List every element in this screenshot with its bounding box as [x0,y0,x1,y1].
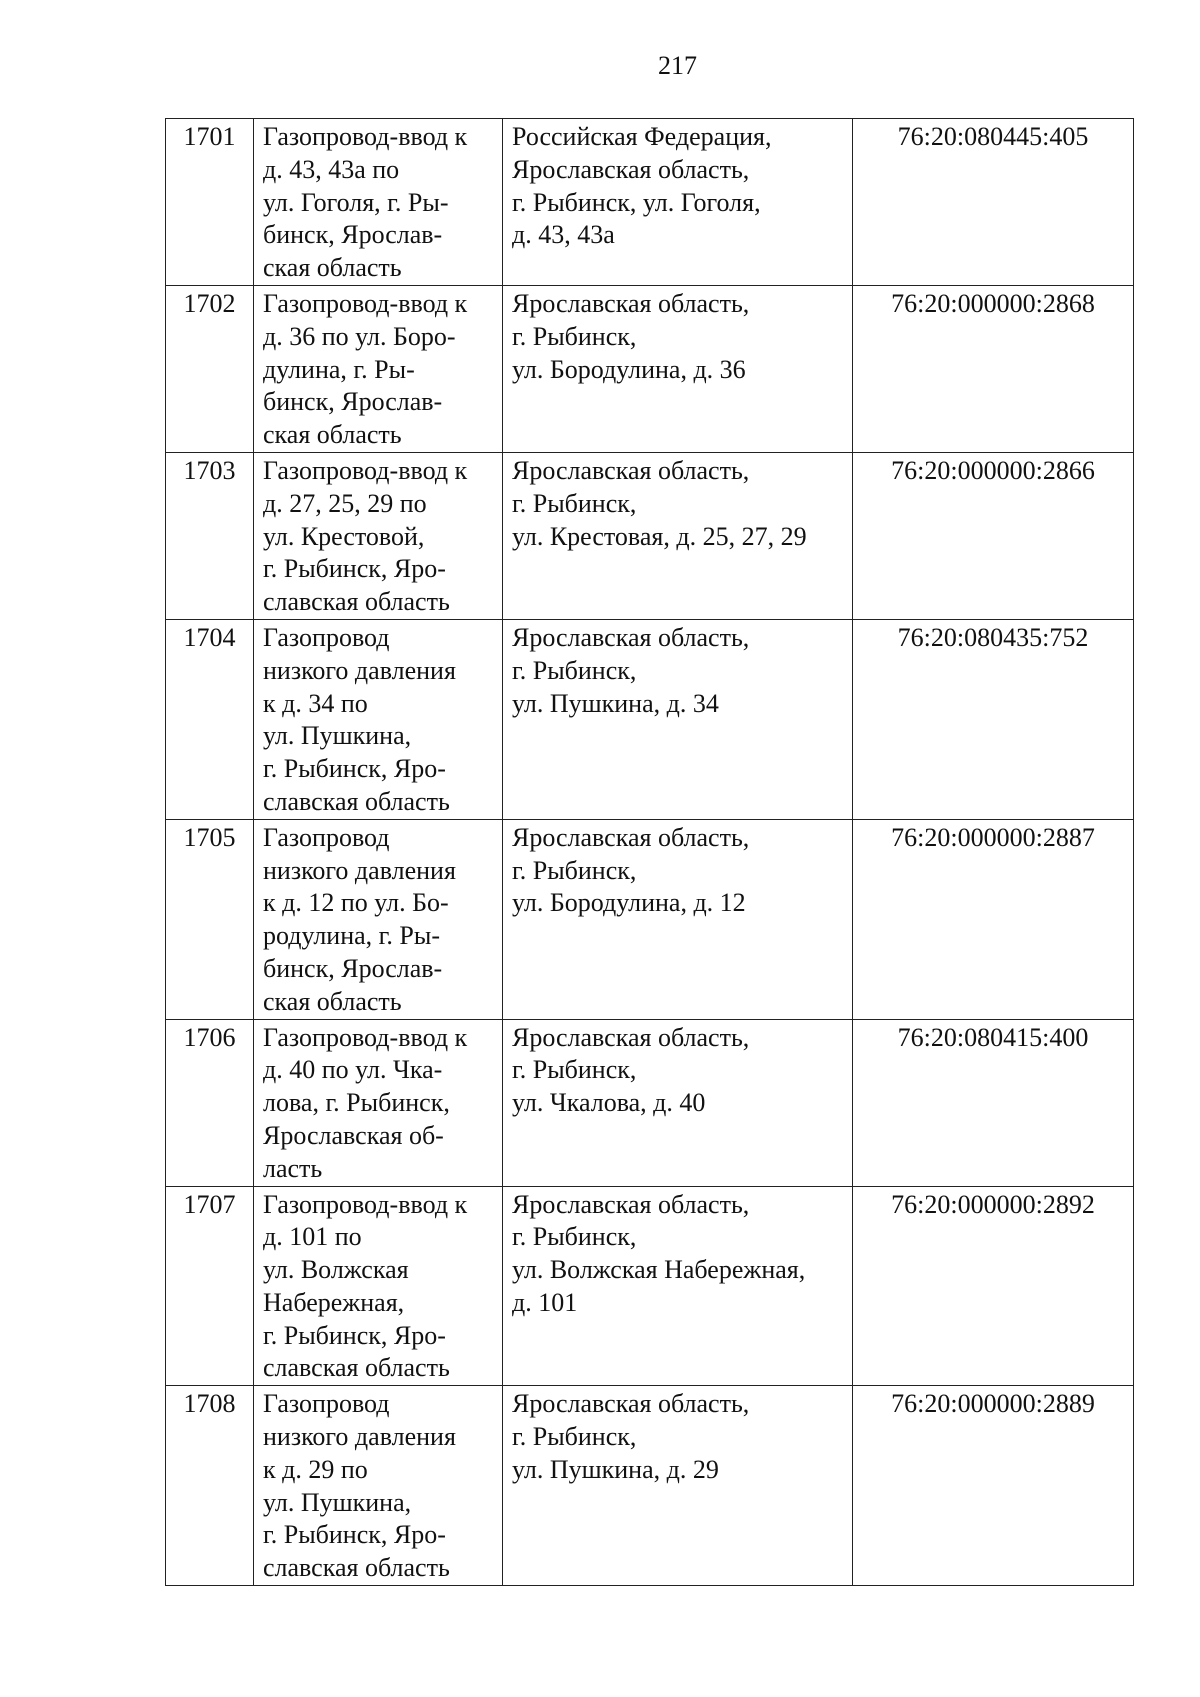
cadastral-number-cell: 76:20:000000:2866 [853,452,1134,619]
row-number-cell: 1704 [166,619,254,819]
row-number-cell: 1702 [166,285,254,452]
registry-table [165,118,1134,1586]
cadastral-number-cell: 76:20:080445:405 [853,119,1134,286]
object-name-cell: Газопровод-ввод к д. 40 по ул. Чка- лова, г. Рыбинск, Ярославская об- ласть [254,1019,503,1186]
cadastral-number-cell: 76:20:000000:2868 [853,285,1134,452]
address-cell: Ярославская область, г. Рыбинск, ул. Бородулина, д. 36 [503,285,853,452]
table-row [166,1386,1134,1586]
cadastral-number-cell: 76:20:080415:400 [853,1019,1134,1186]
object-name-cell: Газопровод-ввод к д. 27, 25, 29 по ул. Крестовой, г. Рыбинск, Яро- славская область [254,452,503,619]
row-number-cell: 1706 [166,1019,254,1186]
object-name-cell: Газопровод-ввод к д. 36 по ул. Боро- дулина, г. Ры- бинск, Ярослав- ская область [254,285,503,452]
table-row [166,819,1134,1019]
row-number-cell: 1703 [166,452,254,619]
address-cell: Ярославская область, г. Рыбинск, ул. Бородулина, д. 12 [503,819,853,1019]
address-cell: Ярославская область, г. Рыбинск, ул. Волжская Набережная, д. 101 [503,1186,853,1386]
row-number-cell: 1708 [166,1386,254,1586]
object-name-cell: Газопровод-ввод к д. 43, 43а по ул. Гоголя, г. Ры- бинск, Ярослав- ская область [254,119,503,286]
table-row [166,619,1134,819]
row-number-cell: 1707 [166,1186,254,1386]
address-cell: Ярославская область, г. Рыбинск, ул. Пушкина, д. 34 [503,619,853,819]
table-row [166,1186,1134,1386]
table-row [166,119,1134,286]
cadastral-number-cell: 76:20:000000:2889 [853,1386,1134,1586]
address-cell: Ярославская область, г. Рыбинск, ул. Чкалова, д. 40 [503,1019,853,1186]
object-name-cell: Газопровод низкого давления к д. 34 по ул. Пушкина, г. Рыбинск, Яро- славская область [254,619,503,819]
address-cell: Российская Федерация, Ярославская область, г. Рыбинск, ул. Гоголя, д. 43, 43а [503,119,853,286]
table-row [166,452,1134,619]
table-row [166,1019,1134,1186]
object-name-cell: Газопровод низкого давления к д. 12 по ул. Бо- родулина, г. Ры- бинск, Ярослав- ская область [254,819,503,1019]
address-cell: Ярославская область, г. Рыбинск, ул. Крестовая, д. 25, 27, 29 [503,452,853,619]
object-name-cell: Газопровод низкого давления к д. 29 по ул. Пушкина, г. Рыбинск, Яро- славская область [254,1386,503,1586]
object-name-cell: Газопровод-ввод к д. 101 по ул. Волжская Набережная, г. Рыбинск, Яро- славская область [254,1186,503,1386]
row-number-cell: 1705 [166,819,254,1019]
address-cell: Ярославская область, г. Рыбинск, ул. Пушкина, д. 29 [503,1386,853,1586]
row-number-cell: 1701 [166,119,254,286]
cadastral-number-cell: 76:20:000000:2892 [853,1186,1134,1386]
cadastral-number-cell: 76:20:080435:752 [853,619,1134,819]
page-number: 217 [658,51,697,80]
cadastral-number-cell: 76:20:000000:2887 [853,819,1134,1019]
table-row [166,285,1134,452]
